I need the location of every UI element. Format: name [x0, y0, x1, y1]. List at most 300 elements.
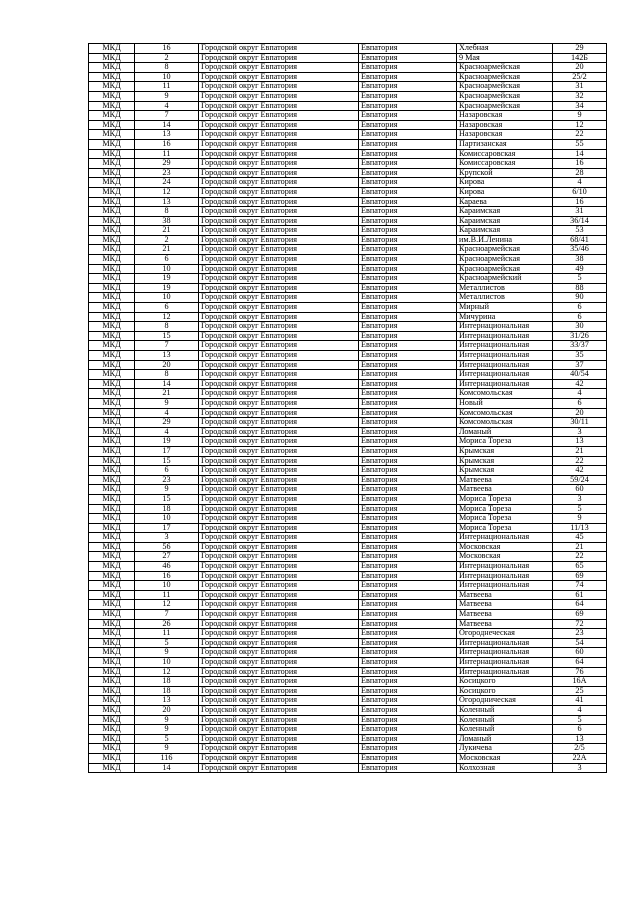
number-cell: 6: [135, 255, 199, 265]
number-cell: 17: [135, 523, 199, 533]
street-cell: Матвеева: [457, 590, 553, 600]
district-cell: Городской округ Евпатория: [199, 303, 359, 313]
city-cell: Евпатория: [359, 341, 457, 351]
number-cell: 18: [135, 686, 199, 696]
house-cell: 38: [553, 255, 607, 265]
street-cell: Назаровская: [457, 111, 553, 121]
street-cell: Караимская: [457, 207, 553, 217]
type-cell: МКД: [89, 504, 135, 514]
street-cell: Ломаный: [457, 427, 553, 437]
city-cell: Евпатория: [359, 667, 457, 677]
street-cell: Московская: [457, 552, 553, 562]
city-cell: Евпатория: [359, 274, 457, 284]
district-cell: Городской округ Евпатория: [199, 360, 359, 370]
district-cell: Городской округ Евпатория: [199, 322, 359, 332]
type-cell: МКД: [89, 255, 135, 265]
house-cell: 6/10: [553, 187, 607, 197]
city-cell: Евпатория: [359, 389, 457, 399]
district-cell: Городской округ Евпатория: [199, 149, 359, 159]
table-row: [89, 514, 607, 524]
district-cell: Городской округ Евпатория: [199, 168, 359, 178]
type-cell: МКД: [89, 734, 135, 744]
district-cell: Городской округ Евпатория: [199, 686, 359, 696]
house-cell: 21: [553, 446, 607, 456]
table-row: [89, 667, 607, 677]
table-row: [89, 610, 607, 620]
house-cell: 5: [553, 274, 607, 284]
table-row: [89, 283, 607, 293]
city-cell: Евпатория: [359, 638, 457, 648]
type-cell: МКД: [89, 197, 135, 207]
city-cell: Евпатория: [359, 514, 457, 524]
table-row: [89, 494, 607, 504]
type-cell: МКД: [89, 303, 135, 313]
number-cell: 11: [135, 82, 199, 92]
city-cell: Евпатория: [359, 216, 457, 226]
table-row: [89, 427, 607, 437]
street-cell: Интернациональная: [457, 322, 553, 332]
district-cell: Городской округ Евпатория: [199, 610, 359, 620]
district-cell: Городской округ Евпатория: [199, 667, 359, 677]
house-cell: 6: [553, 398, 607, 408]
table-row: [89, 456, 607, 466]
table-row: [89, 312, 607, 322]
street-cell: Мичурина: [457, 312, 553, 322]
table-row: [89, 398, 607, 408]
table-row: [89, 523, 607, 533]
table-row: [89, 255, 607, 265]
type-cell: МКД: [89, 638, 135, 648]
street-cell: Красноармейская: [457, 72, 553, 82]
city-cell: Евпатория: [359, 494, 457, 504]
table-row: [89, 331, 607, 341]
number-cell: 9: [135, 91, 199, 101]
number-cell: 13: [135, 351, 199, 361]
district-cell: Городской округ Евпатория: [199, 245, 359, 255]
number-cell: 116: [135, 753, 199, 763]
city-cell: Евпатория: [359, 408, 457, 418]
type-cell: МКД: [89, 274, 135, 284]
house-cell: 25/2: [553, 72, 607, 82]
street-cell: Интернациональная: [457, 533, 553, 543]
street-cell: Интернациональная: [457, 571, 553, 581]
table-row: [89, 686, 607, 696]
district-cell: Городской округ Евпатория: [199, 370, 359, 380]
city-cell: Евпатория: [359, 159, 457, 169]
city-cell: Евпатория: [359, 303, 457, 313]
city-cell: Евпатория: [359, 187, 457, 197]
number-cell: 38: [135, 216, 199, 226]
number-cell: 26: [135, 619, 199, 629]
type-cell: МКД: [89, 571, 135, 581]
number-cell: 8: [135, 63, 199, 73]
table-row: [89, 763, 607, 773]
city-cell: Евпатория: [359, 44, 457, 54]
house-cell: 14: [553, 149, 607, 159]
district-cell: Городской округ Евпатория: [199, 207, 359, 217]
city-cell: Евпатория: [359, 91, 457, 101]
street-cell: Хлебная: [457, 44, 553, 54]
district-cell: Городской округ Евпатория: [199, 274, 359, 284]
district-cell: Городской округ Евпатория: [199, 715, 359, 725]
city-cell: Евпатория: [359, 619, 457, 629]
district-cell: Городской округ Евпатория: [199, 533, 359, 543]
number-cell: 5: [135, 734, 199, 744]
number-cell: 10: [135, 72, 199, 82]
district-cell: Городской округ Евпатория: [199, 159, 359, 169]
street-cell: Матвеева: [457, 610, 553, 620]
type-cell: МКД: [89, 341, 135, 351]
street-cell: Матвеева: [457, 485, 553, 495]
table-row: [89, 53, 607, 63]
type-cell: МКД: [89, 427, 135, 437]
table-row: [89, 418, 607, 428]
street-cell: Караимская: [457, 216, 553, 226]
district-cell: Городской округ Евпатория: [199, 619, 359, 629]
city-cell: Евпатория: [359, 139, 457, 149]
number-cell: 21: [135, 226, 199, 236]
type-cell: МКД: [89, 139, 135, 149]
type-cell: МКД: [89, 552, 135, 562]
table-row: [89, 552, 607, 562]
table-row: [89, 370, 607, 380]
number-cell: 11: [135, 590, 199, 600]
city-cell: Евпатория: [359, 504, 457, 514]
house-cell: 35: [553, 351, 607, 361]
number-cell: 6: [135, 466, 199, 476]
district-cell: Городской округ Евпатория: [199, 446, 359, 456]
type-cell: МКД: [89, 360, 135, 370]
table-row: [89, 408, 607, 418]
street-cell: Московская: [457, 753, 553, 763]
city-cell: Евпатория: [359, 245, 457, 255]
city-cell: Евпатория: [359, 293, 457, 303]
table-row: [89, 542, 607, 552]
city-cell: Евпатория: [359, 178, 457, 188]
city-cell: Евпатория: [359, 648, 457, 658]
city-cell: Евпатория: [359, 101, 457, 111]
street-cell: Красноармейская: [457, 255, 553, 265]
type-cell: МКД: [89, 418, 135, 428]
house-cell: 33/37: [553, 341, 607, 351]
city-cell: Евпатория: [359, 753, 457, 763]
city-cell: Евпатория: [359, 63, 457, 73]
number-cell: 14: [135, 763, 199, 773]
house-cell: 76: [553, 667, 607, 677]
street-cell: Крымская: [457, 446, 553, 456]
house-cell: 12: [553, 120, 607, 130]
district-cell: Городской округ Евпатория: [199, 523, 359, 533]
house-cell: 9: [553, 111, 607, 121]
table-row: [89, 571, 607, 581]
street-cell: Мориса Тореза: [457, 523, 553, 533]
table-row: [89, 149, 607, 159]
street-cell: Комиссаровская: [457, 159, 553, 169]
type-cell: МКД: [89, 715, 135, 725]
number-cell: 4: [135, 408, 199, 418]
table-row: [89, 715, 607, 725]
table-row: [89, 235, 607, 245]
house-cell: 90: [553, 293, 607, 303]
street-cell: Московская: [457, 542, 553, 552]
table-row: [89, 744, 607, 754]
city-cell: Евпатория: [359, 331, 457, 341]
city-cell: Евпатория: [359, 149, 457, 159]
house-cell: 3: [553, 427, 607, 437]
district-cell: Городской округ Евпатория: [199, 475, 359, 485]
table-row: [89, 341, 607, 351]
city-cell: Евпатория: [359, 360, 457, 370]
type-cell: МКД: [89, 63, 135, 73]
type-cell: МКД: [89, 264, 135, 274]
type-cell: МКД: [89, 696, 135, 706]
street-cell: Косицкого: [457, 677, 553, 687]
number-cell: 9: [135, 725, 199, 735]
type-cell: МКД: [89, 446, 135, 456]
district-cell: Городской округ Евпатория: [199, 418, 359, 428]
city-cell: Евпатория: [359, 312, 457, 322]
street-cell: Назаровская: [457, 120, 553, 130]
number-cell: 19: [135, 274, 199, 284]
street-cell: Красноармейская: [457, 91, 553, 101]
city-cell: Евпатория: [359, 322, 457, 332]
table-row: [89, 44, 607, 54]
city-cell: Евпатория: [359, 207, 457, 217]
table-row: [89, 82, 607, 92]
street-cell: Интернациональная: [457, 360, 553, 370]
house-cell: 16А: [553, 677, 607, 687]
street-cell: Партизанская: [457, 139, 553, 149]
house-cell: 30/11: [553, 418, 607, 428]
table-row: [89, 360, 607, 370]
house-cell: 22: [553, 456, 607, 466]
district-cell: Городской округ Евпатория: [199, 197, 359, 207]
type-cell: МКД: [89, 53, 135, 63]
table-row: [89, 466, 607, 476]
number-cell: 2: [135, 235, 199, 245]
city-cell: Евпатория: [359, 255, 457, 265]
type-cell: МКД: [89, 619, 135, 629]
street-cell: Назаровская: [457, 130, 553, 140]
type-cell: МКД: [89, 562, 135, 572]
house-cell: 16: [553, 159, 607, 169]
type-cell: МКД: [89, 351, 135, 361]
number-cell: 6: [135, 303, 199, 313]
number-cell: 11: [135, 629, 199, 639]
district-cell: Городской округ Евпатория: [199, 696, 359, 706]
city-cell: Евпатория: [359, 610, 457, 620]
number-cell: 23: [135, 168, 199, 178]
district-cell: Городской округ Евпатория: [199, 552, 359, 562]
district-cell: Городской округ Евпатория: [199, 571, 359, 581]
type-cell: МКД: [89, 72, 135, 82]
house-cell: 42: [553, 466, 607, 476]
street-cell: Интернациональная: [457, 341, 553, 351]
street-cell: Мориса Тореза: [457, 494, 553, 504]
city-cell: Евпатория: [359, 571, 457, 581]
table-body: [89, 44, 607, 773]
district-cell: Городской округ Евпатория: [199, 734, 359, 744]
table-row: [89, 619, 607, 629]
district-cell: Городской округ Евпатория: [199, 389, 359, 399]
number-cell: 16: [135, 44, 199, 54]
district-cell: Городской округ Евпатория: [199, 485, 359, 495]
table-row: [89, 264, 607, 274]
street-cell: Интернациональная: [457, 370, 553, 380]
number-cell: 10: [135, 581, 199, 591]
district-cell: Городской округ Евпатория: [199, 283, 359, 293]
type-cell: МКД: [89, 753, 135, 763]
number-cell: 5: [135, 638, 199, 648]
city-cell: Евпатория: [359, 437, 457, 447]
table-row: [89, 207, 607, 217]
house-cell: 54: [553, 638, 607, 648]
street-cell: Комсомольская: [457, 408, 553, 418]
type-cell: МКД: [89, 648, 135, 658]
city-cell: Евпатория: [359, 53, 457, 63]
number-cell: 15: [135, 331, 199, 341]
district-cell: Городской округ Евпатория: [199, 341, 359, 351]
type-cell: МКД: [89, 542, 135, 552]
street-cell: Красноармейская: [457, 82, 553, 92]
district-cell: Городской округ Евпатория: [199, 514, 359, 524]
district-cell: Городской округ Евпатория: [199, 744, 359, 754]
type-cell: МКД: [89, 658, 135, 668]
type-cell: МКД: [89, 686, 135, 696]
street-cell: Матвеева: [457, 600, 553, 610]
city-cell: Евпатория: [359, 226, 457, 236]
number-cell: 15: [135, 456, 199, 466]
district-cell: Городской округ Евпатория: [199, 255, 359, 265]
number-cell: 3: [135, 533, 199, 543]
number-cell: 18: [135, 504, 199, 514]
type-cell: МКД: [89, 763, 135, 773]
number-cell: 9: [135, 715, 199, 725]
house-cell: 61: [553, 590, 607, 600]
street-cell: Ломаный: [457, 734, 553, 744]
street-cell: Интернациональная: [457, 351, 553, 361]
number-cell: 11: [135, 149, 199, 159]
type-cell: МКД: [89, 408, 135, 418]
street-cell: Коленный: [457, 725, 553, 735]
district-cell: Городской округ Евпатория: [199, 504, 359, 514]
table-row: [89, 178, 607, 188]
number-cell: 27: [135, 552, 199, 562]
district-cell: Городской округ Евпатория: [199, 629, 359, 639]
type-cell: МКД: [89, 101, 135, 111]
number-cell: 20: [135, 360, 199, 370]
district-cell: Городской округ Евпатория: [199, 581, 359, 591]
house-cell: 42: [553, 379, 607, 389]
city-cell: Евпатория: [359, 715, 457, 725]
type-cell: МКД: [89, 437, 135, 447]
table-row: [89, 533, 607, 543]
city-cell: Евпатория: [359, 552, 457, 562]
type-cell: МКД: [89, 322, 135, 332]
table-row: [89, 379, 607, 389]
number-cell: 12: [135, 667, 199, 677]
type-cell: МКД: [89, 216, 135, 226]
house-cell: 35/46: [553, 245, 607, 255]
table-row: [89, 159, 607, 169]
city-cell: Евпатория: [359, 111, 457, 121]
table-row: [89, 139, 607, 149]
type-cell: МКД: [89, 456, 135, 466]
house-cell: 5: [553, 715, 607, 725]
table-row: [89, 72, 607, 82]
type-cell: МКД: [89, 178, 135, 188]
city-cell: Евпатория: [359, 264, 457, 274]
table-row: [89, 705, 607, 715]
city-cell: Евпатория: [359, 629, 457, 639]
type-cell: МКД: [89, 398, 135, 408]
street-cell: Крымская: [457, 466, 553, 476]
city-cell: Евпатория: [359, 379, 457, 389]
district-cell: Городской округ Евпатория: [199, 562, 359, 572]
type-cell: МКД: [89, 705, 135, 715]
house-cell: 25: [553, 686, 607, 696]
number-cell: 10: [135, 264, 199, 274]
type-cell: МКД: [89, 667, 135, 677]
house-cell: 72: [553, 619, 607, 629]
number-cell: 12: [135, 312, 199, 322]
street-cell: Комсомольская: [457, 418, 553, 428]
city-cell: Евпатория: [359, 197, 457, 207]
house-cell: 21: [553, 542, 607, 552]
number-cell: 7: [135, 111, 199, 121]
number-cell: 8: [135, 207, 199, 217]
number-cell: 15: [135, 494, 199, 504]
table-row: [89, 658, 607, 668]
type-cell: МКД: [89, 283, 135, 293]
table-row: [89, 322, 607, 332]
city-cell: Евпатория: [359, 677, 457, 687]
street-cell: Красноармейская: [457, 101, 553, 111]
district-cell: Городской округ Евпатория: [199, 677, 359, 687]
district-cell: Городской округ Евпатория: [199, 648, 359, 658]
type-cell: МКД: [89, 610, 135, 620]
type-cell: МКД: [89, 581, 135, 591]
house-cell: 22: [553, 130, 607, 140]
district-cell: Городской округ Евпатория: [199, 139, 359, 149]
number-cell: 23: [135, 475, 199, 485]
number-cell: 12: [135, 600, 199, 610]
table-row: [89, 216, 607, 226]
street-cell: Матвеева: [457, 475, 553, 485]
street-cell: Интернациональная: [457, 638, 553, 648]
number-cell: 10: [135, 293, 199, 303]
district-cell: Городской округ Евпатория: [199, 705, 359, 715]
table-row: [89, 130, 607, 140]
number-cell: 14: [135, 379, 199, 389]
district-cell: Городской округ Евпатория: [199, 725, 359, 735]
type-cell: МКД: [89, 590, 135, 600]
house-cell: 69: [553, 610, 607, 620]
house-cell: 69: [553, 571, 607, 581]
street-cell: Мориса Тореза: [457, 514, 553, 524]
number-cell: 46: [135, 562, 199, 572]
street-cell: Красноармейская: [457, 63, 553, 73]
number-cell: 19: [135, 283, 199, 293]
type-cell: МКД: [89, 629, 135, 639]
number-cell: 7: [135, 341, 199, 351]
city-cell: Евпатория: [359, 485, 457, 495]
table-row: [89, 303, 607, 313]
city-cell: Евпатория: [359, 658, 457, 668]
district-cell: Городской округ Евпатория: [199, 293, 359, 303]
district-cell: Городской округ Евпатория: [199, 542, 359, 552]
number-cell: 9: [135, 648, 199, 658]
